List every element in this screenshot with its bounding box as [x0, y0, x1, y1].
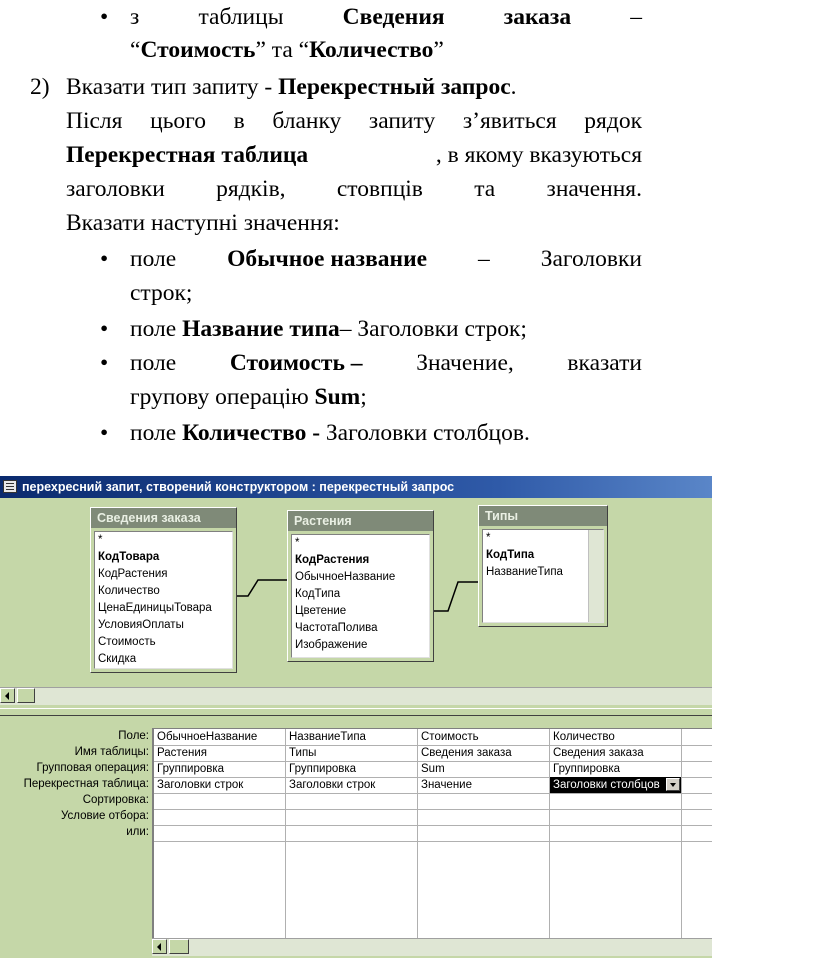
field-item[interactable]: *	[98, 534, 103, 546]
row-label-table: Имя таблицы:	[74, 746, 149, 758]
bullet-nazvanie-tipa: поле Название типа– Заголовки строк;	[130, 316, 527, 342]
bullet-marker: •	[100, 246, 109, 272]
field-item[interactable]: ЦенаЕдиницыТовара	[98, 602, 212, 614]
grid-cell-or[interactable]	[286, 825, 417, 842]
bullet-stoimost-cont: групову операцію Sum;	[130, 384, 367, 410]
field-item-key[interactable]: КодТовара	[98, 551, 160, 563]
grid-cell-field[interactable]: НазваниеТипа	[286, 729, 417, 746]
table-pane	[0, 498, 712, 698]
field-list-plants[interactable]	[287, 510, 434, 662]
field-list	[482, 529, 604, 623]
grid-cell-total[interactable]: Группировка	[286, 761, 417, 778]
field-list	[291, 534, 430, 658]
grid-cell-value: Заголовки столбцов	[553, 779, 660, 791]
arrow-left-icon	[157, 943, 161, 951]
field-item[interactable]: Количество	[98, 585, 160, 597]
step2-line-1: Вказати тип запиту - Перекрестный запрос.	[66, 74, 517, 100]
step-number: 2)	[30, 74, 50, 100]
grid-column	[154, 729, 286, 939]
grid-hscrollbar[interactable]	[152, 938, 712, 956]
design-grid-pane	[0, 716, 712, 958]
grid-cell-field[interactable]: ОбычноеНазвание	[154, 729, 285, 746]
field-item[interactable]: *	[295, 537, 300, 549]
grid-cell-table[interactable]: Типы	[286, 745, 417, 762]
grid-cell-table[interactable]: Сведения заказа	[550, 745, 681, 762]
field-item[interactable]: ЧастотаПолива	[295, 622, 378, 634]
grid-cell-table[interactable]: Сведения заказа	[418, 745, 549, 762]
grid-cell-criteria[interactable]	[550, 809, 681, 826]
scroll-thumb[interactable]	[17, 688, 35, 703]
grid-cell-total[interactable]: Sum	[418, 761, 549, 778]
grid-cell-total[interactable]	[682, 761, 712, 778]
grid-cell-sort[interactable]	[550, 793, 681, 810]
step2-line-2: Після цього в бланку запиту з’явиться рядок	[66, 108, 642, 134]
grid-cell-crosstab[interactable]: Значение	[418, 777, 549, 794]
row-label-field: Поле:	[118, 730, 149, 742]
field-list-scrollbar[interactable]	[588, 530, 603, 622]
field-item[interactable]: УсловияОплаты	[98, 619, 184, 631]
row-label-crosstab: Перекрестная таблица:	[23, 778, 149, 790]
row-label-total: Групповая операция:	[36, 762, 149, 774]
bullet-stoimost: поле Стоимость – Значение, вказати	[130, 350, 642, 376]
field-list-title: Типы	[479, 506, 607, 526]
table-pane-hscrollbar[interactable]	[0, 687, 712, 705]
grid-column	[550, 729, 682, 939]
bullet-kolichestvo: поле Количество - Заголовки столбцов.	[130, 420, 530, 446]
grid-cell-sort[interactable]	[154, 793, 285, 810]
grid-cell-total[interactable]: Группировка	[550, 761, 681, 778]
step2-line-4: заголовки рядків, стовпців та значення.	[66, 176, 642, 202]
grid-column	[418, 729, 550, 939]
grid-cell-sort[interactable]	[682, 793, 712, 810]
row-label-sort: Сортировка:	[82, 794, 149, 806]
field-item[interactable]: Изображение	[295, 639, 368, 651]
grid-cell-criteria[interactable]	[682, 809, 712, 826]
field-list-types[interactable]	[478, 505, 608, 627]
field-item-key[interactable]: КодТипа	[486, 549, 535, 561]
dropdown-arrow-icon[interactable]	[666, 778, 680, 791]
grid-cell-or[interactable]	[154, 825, 285, 842]
grid-column	[286, 729, 418, 939]
grid-cell-criteria[interactable]	[418, 809, 549, 826]
grid-cell-table[interactable]	[682, 745, 712, 762]
grid-cell-or[interactable]	[550, 825, 681, 842]
grid-cell-crosstab[interactable]	[682, 777, 712, 794]
field-list	[94, 531, 233, 669]
grid-cell-total[interactable]: Группировка	[154, 761, 285, 778]
row-label-or: или:	[126, 826, 149, 838]
grid-cell-field[interactable]: Количество	[550, 729, 681, 746]
scroll-left-button[interactable]	[0, 688, 15, 703]
grid-cell-field[interactable]: Стоимость	[418, 729, 549, 746]
window-title: перехресний запит, створений конструктором : перекрестный запрос	[22, 480, 455, 494]
field-item[interactable]: КодРастения	[98, 568, 168, 580]
bullet-marker: •	[100, 4, 109, 30]
query-design-window	[0, 476, 712, 958]
grid-cell-or[interactable]	[682, 825, 712, 842]
field-item[interactable]: НазваниеТипа	[486, 566, 563, 578]
grid-cell-crosstab[interactable]: Заголовки строк	[286, 777, 417, 794]
grid-cell-criteria[interactable]	[286, 809, 417, 826]
bullet-obychnoe-cont: строк;	[130, 280, 193, 306]
design-grid	[152, 728, 712, 939]
grid-cell-sort[interactable]	[286, 793, 417, 810]
bullet-obychnoe: поле Обычное название – Заголовки	[130, 246, 642, 272]
field-item-key[interactable]: КодРастения	[295, 554, 370, 566]
grid-cell-crosstab-selected[interactable]	[550, 777, 681, 794]
pane-splitter[interactable]	[0, 708, 712, 716]
bullet-line-from-table: з таблицы Сведения заказа –	[130, 4, 642, 30]
row-label-criteria: Условие отбора:	[60, 810, 149, 822]
grid-cell-table[interactable]: Растения	[154, 745, 285, 762]
grid-column-empty	[682, 729, 712, 939]
grid-cell-or[interactable]	[418, 825, 549, 842]
arrow-left-icon	[5, 692, 9, 700]
field-item[interactable]: ОбычноеНазвание	[295, 571, 396, 583]
window-title-bar[interactable]	[0, 476, 712, 498]
step2-line-5: Вказати наступні значення:	[66, 210, 340, 236]
field-item[interactable]: КодТипа	[295, 588, 341, 600]
field-list-orders[interactable]	[90, 507, 237, 673]
grid-cell-field[interactable]	[682, 729, 712, 746]
field-list-title: Растения	[288, 511, 433, 531]
step2-line-3: Перекрестная таблица , в якому вказуються	[66, 142, 642, 168]
field-item[interactable]: *	[486, 532, 491, 544]
field-item[interactable]: Цветение	[295, 605, 347, 617]
scroll-thumb[interactable]	[169, 939, 189, 954]
bullet-marker: •	[100, 316, 109, 342]
field-item[interactable]: Стоимость	[98, 636, 156, 648]
grid-cell-sort[interactable]	[418, 793, 549, 810]
bullet-marker: •	[100, 420, 109, 446]
query-icon	[3, 480, 17, 493]
field-list-title: Сведения заказа	[91, 508, 236, 528]
field-item[interactable]: Скидка	[98, 653, 137, 665]
bullet-line-fields: “Стоимость” та “Количество”	[130, 37, 444, 63]
grid-cell-crosstab[interactable]: Заголовки строк	[154, 777, 285, 794]
scroll-left-button[interactable]	[152, 939, 167, 954]
grid-cell-criteria[interactable]	[154, 809, 285, 826]
bullet-marker: •	[100, 350, 109, 376]
